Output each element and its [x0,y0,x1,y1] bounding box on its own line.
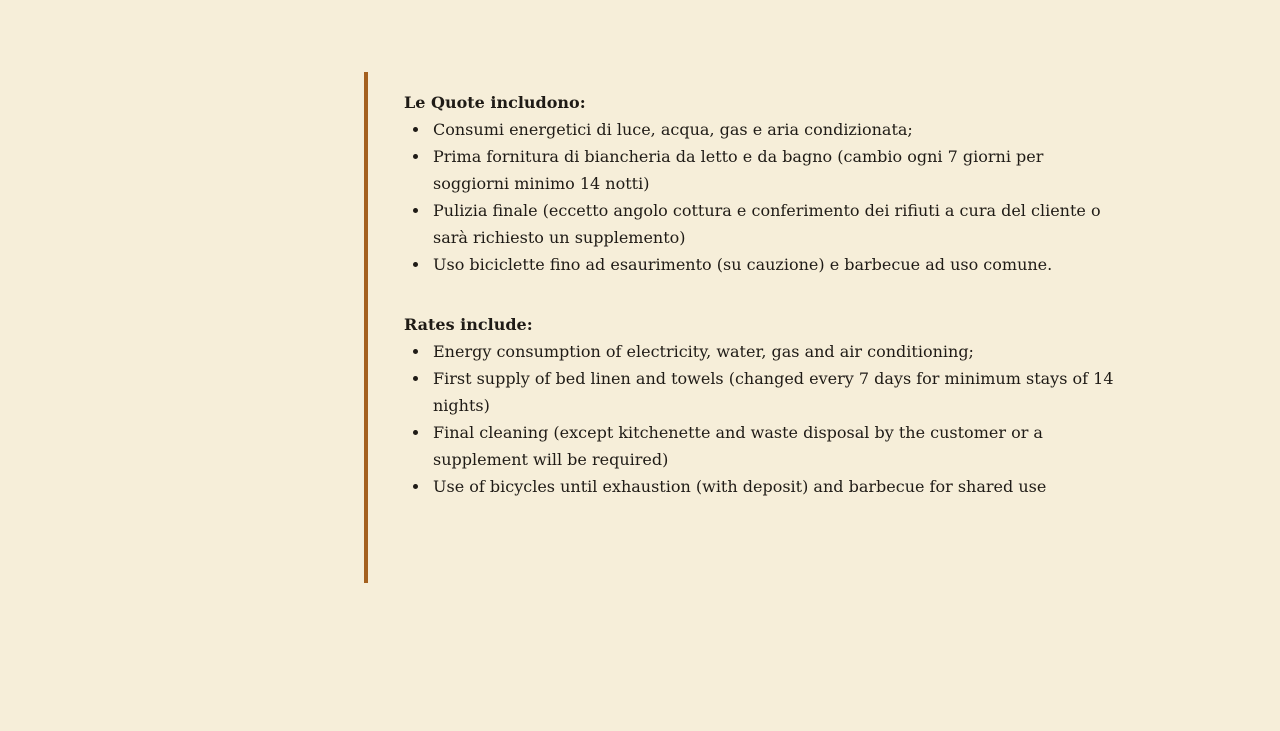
english-item-energy: Energy consumption of electricity, water, gas and air conditioning; [433,338,1124,365]
italian-item-linen: Prima fornitura di biancheria da letto e da bagno (cambio ogni 7 giorni per soggiorni minimo 14 notti) [433,143,1124,197]
accent-bar [364,72,368,583]
section-gap [404,278,1124,311]
italian-item-bicycles: Uso biciclette fino ad esaurimento (su cauzione) e barbecue ad uso comune. [433,251,1124,278]
english-heading: Rates include: [404,315,533,334]
italian-heading: Le Quote includono: [404,93,586,112]
italian-item-cleaning: Pulizia finale (eccetto angolo cottura e conferimento dei rifiuti a cura del cliente o sarà richiesto un supplemento) [433,197,1124,251]
italian-item-energy: Consumi energetici di luce, acqua, gas e aria condizionata; [433,116,1124,143]
rates-content [404,89,1124,500]
english-item-cleaning: Final cleaning (except kitchenette and waste disposal by the customer or a supplement will be required) [433,419,1124,473]
rates-quote-block [364,72,1124,583]
italian-list [404,116,1124,278]
english-item-bicycles: Use of bicycles until exhaustion (with deposit) and barbecue for shared use [433,473,1124,500]
english-list [404,338,1124,500]
english-item-linen: First supply of bed linen and towels (changed every 7 days for minimum stays of 14 nights) [433,365,1124,419]
